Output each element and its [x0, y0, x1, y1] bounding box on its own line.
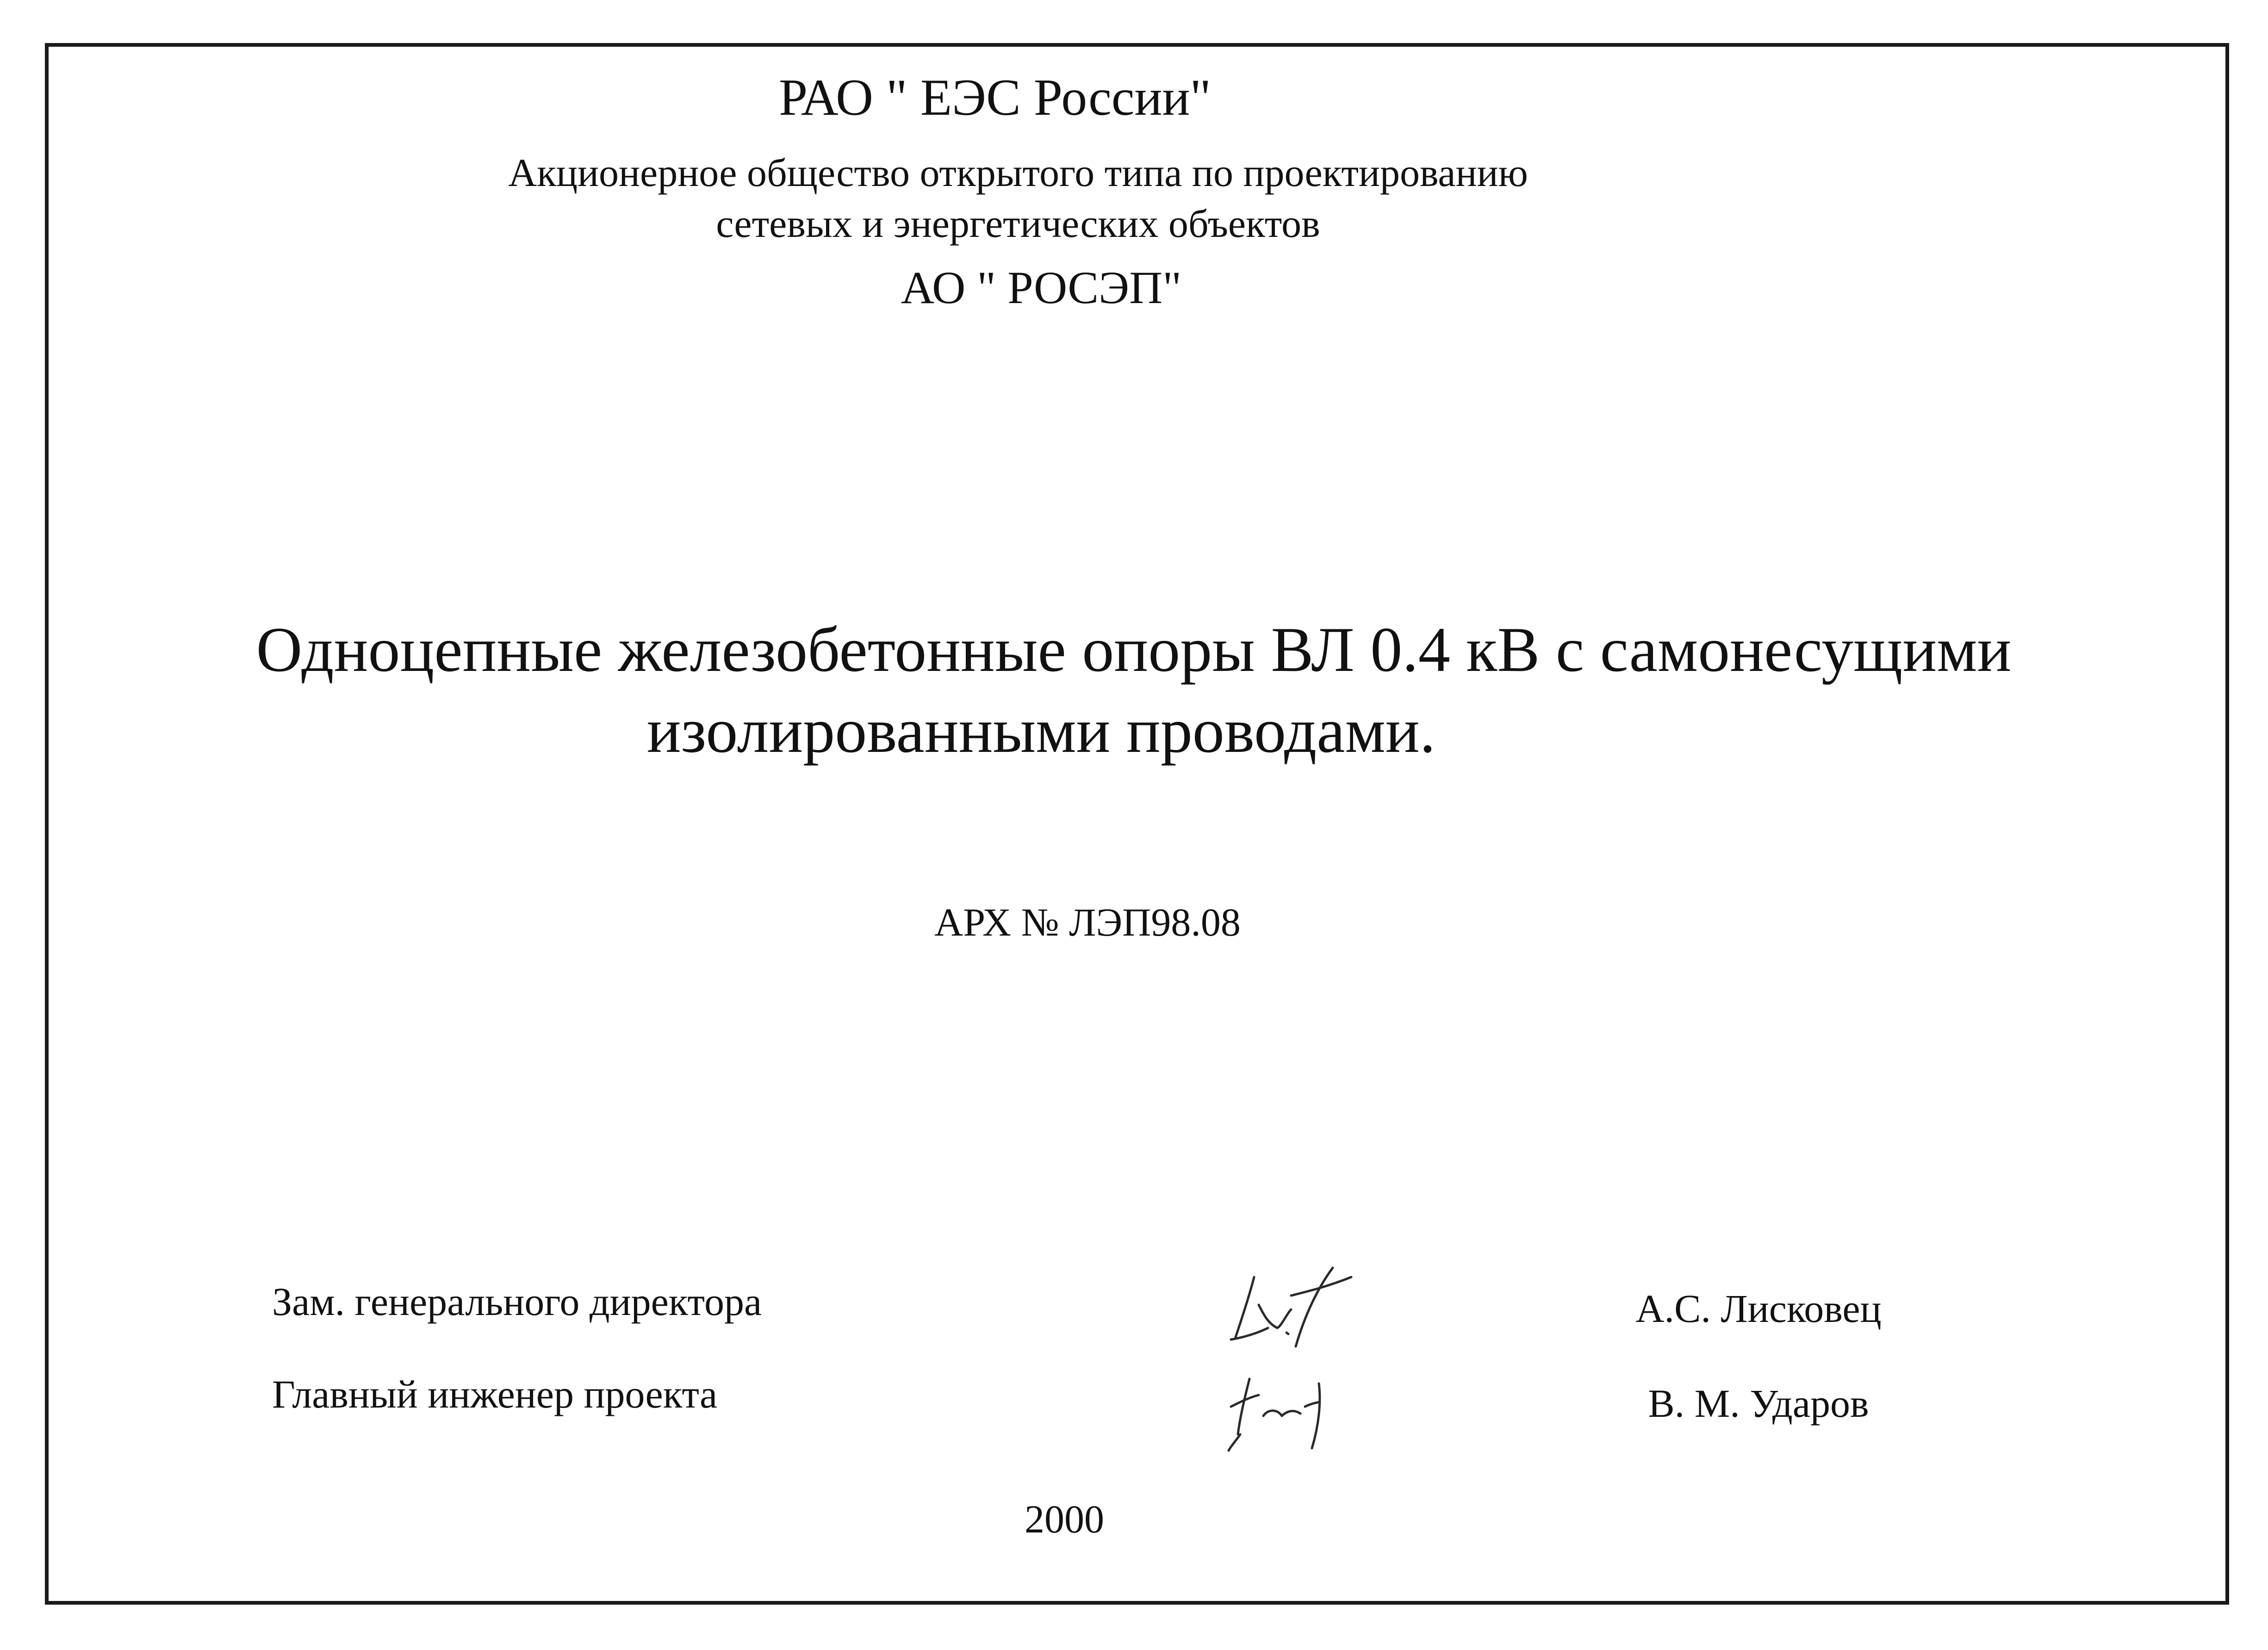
document-title-line2: изолированными проводами.	[646, 695, 1436, 766]
parent-organization: РАО " ЕЭС России"	[778, 69, 1212, 126]
organization-description-line2: сетевых и энергетических объектов	[716, 201, 1320, 246]
signatory-name-liskovets: А.С. Лисковец	[1635, 1286, 1882, 1331]
document-year: 2000	[1025, 1497, 1104, 1541]
signatory-role-deputy-director: Зам. генерального директора	[272, 1279, 762, 1324]
archive-number: АРХ № ЛЭП98.08	[934, 900, 1241, 944]
organization-description-line1: Акционерное общество открытого типа по проектированию	[508, 150, 1528, 195]
signatory-name-udarov: В. М. Ударов	[1648, 1381, 1869, 1426]
document-title-line1: Одноцепные железобетонные опоры ВЛ 0.4 кВ с самонесущими	[256, 614, 2012, 685]
handwritten-signature-icon	[1212, 1259, 1398, 1351]
handwritten-signature-icon	[1212, 1365, 1398, 1458]
signatory-role-chief-engineer: Главный инженер проекта	[272, 1372, 718, 1416]
organization-short-name: АО " РОСЭП"	[901, 262, 1182, 313]
